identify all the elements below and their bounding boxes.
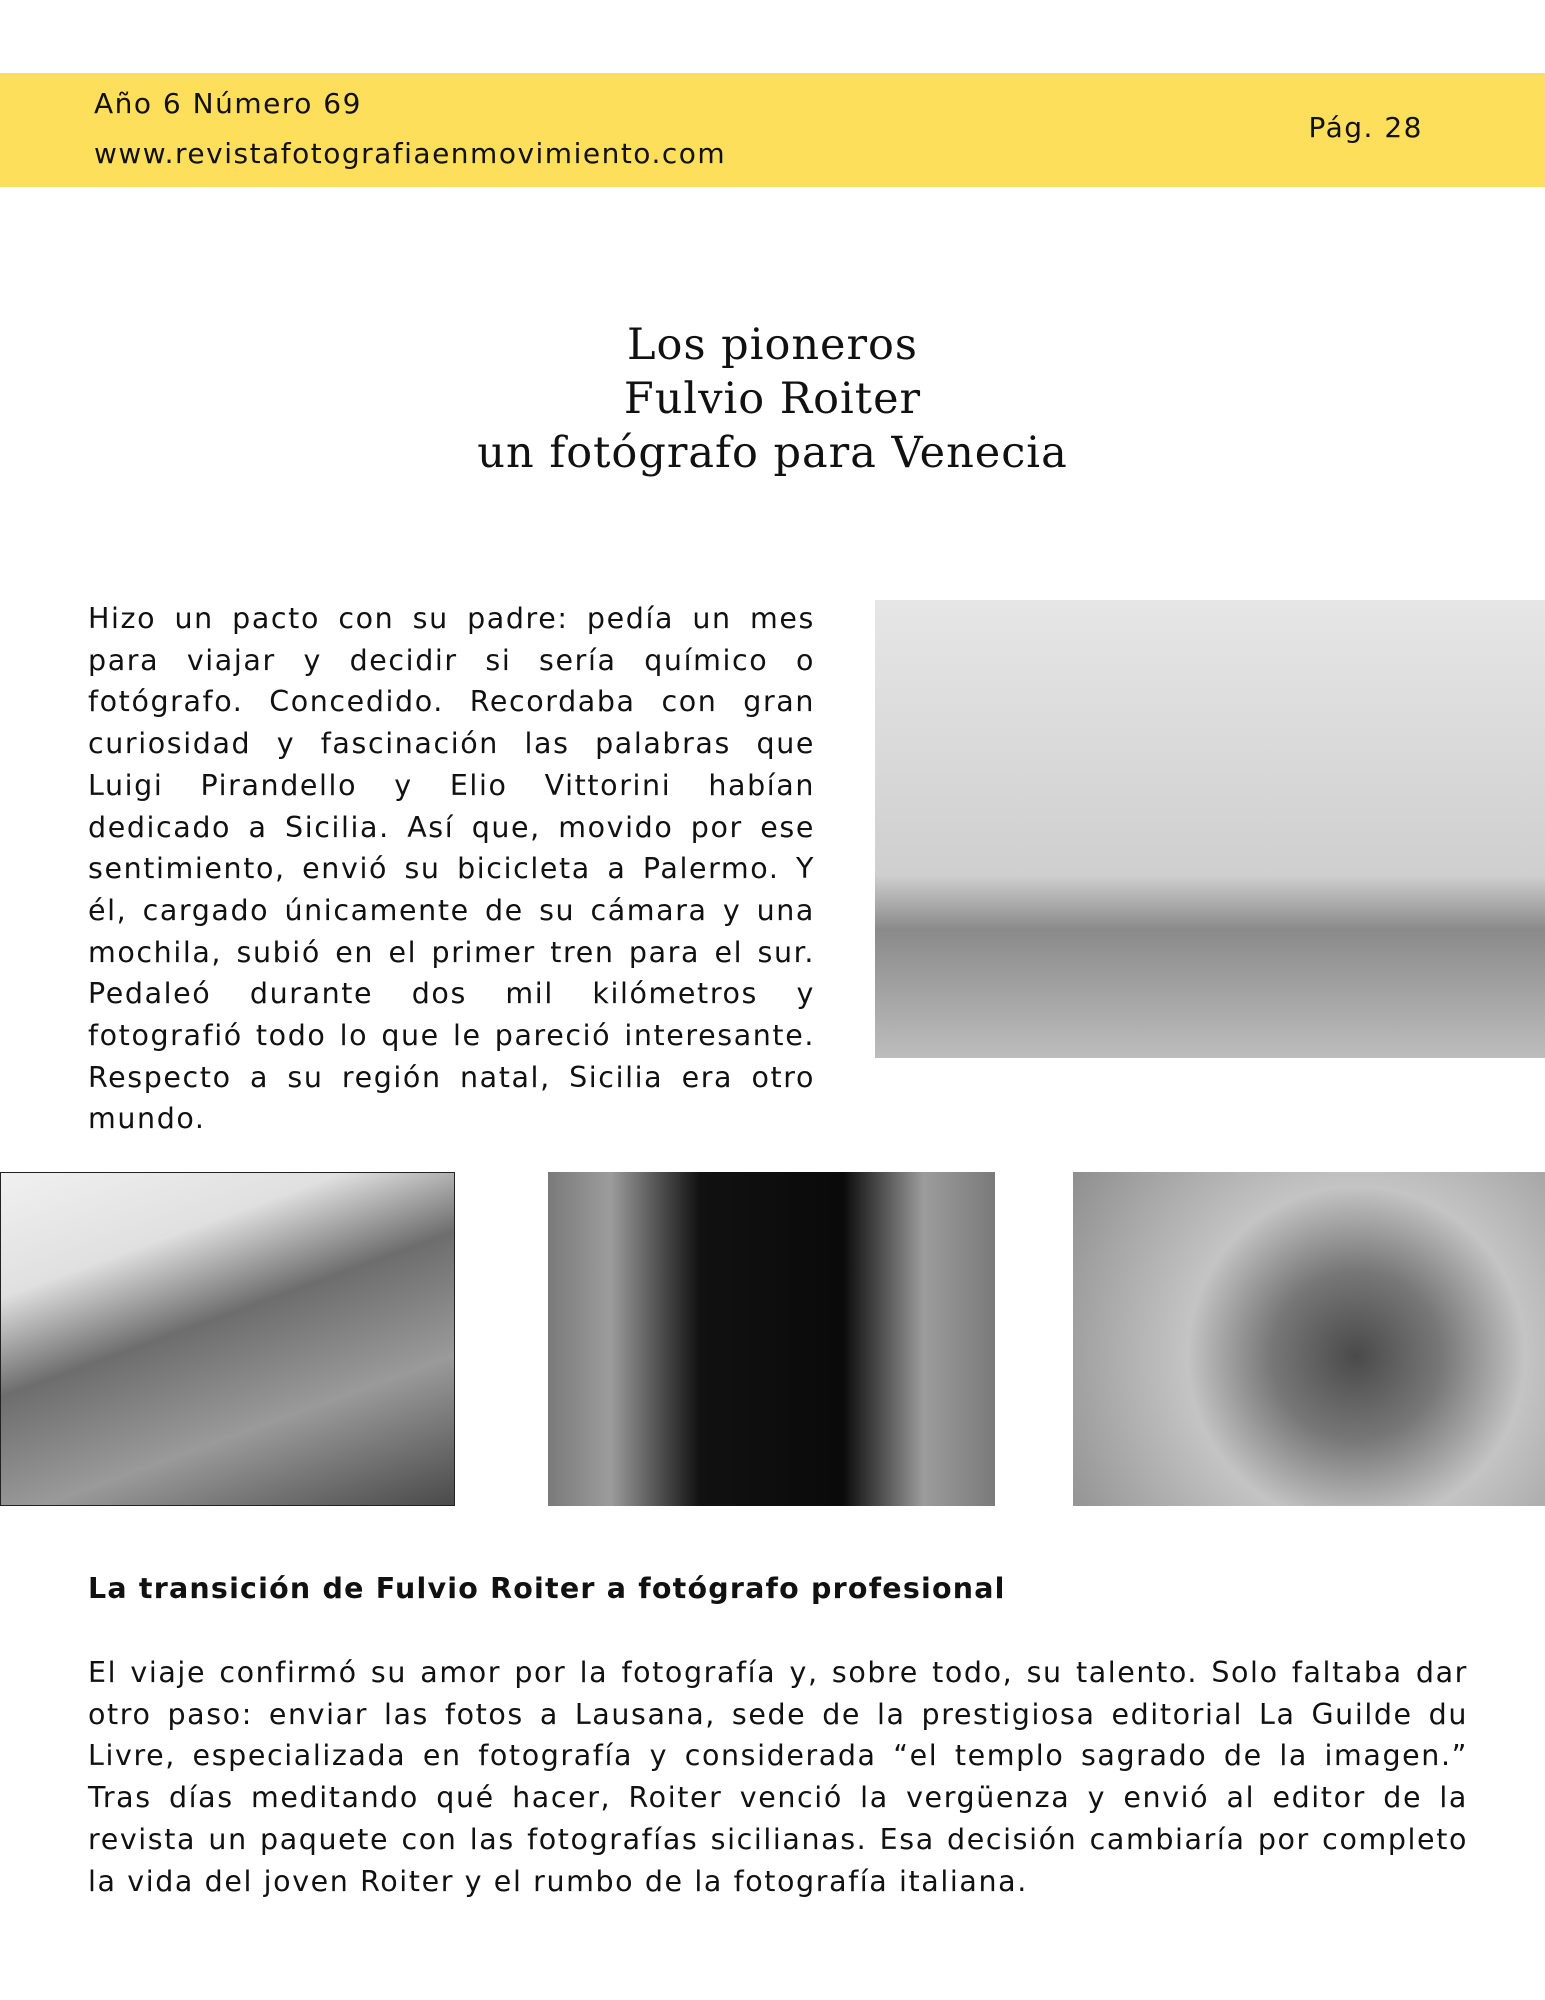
title-line-3: un fotógrafo para Venecia [477, 428, 1068, 478]
title-line-2: Fulvio Roiter [623, 374, 922, 424]
section-paragraph: El viaje confirmó su amor por la fotografía y, sobre todo, su talento. Solo faltaba dar otro paso: enviar las fotos a Lausana, sede de la prestigiosa editorial La Guilde du Livre, especializada en fotografía y considerada “el templo sagrado de la imagen.” Tras días meditando qué hacer, Roiter venció la vergüenza y envió al editor de la revista un paquete con las fotografías sicilianas. Esa decisión cambiaría por completo la vida del joven Roiter y el rumbo de la fotografía italiana. [88, 1656, 1468, 1898]
photo-venice-bridge-stairs [0, 1172, 455, 1506]
photo-woman-straw-hat [1073, 1172, 1545, 1506]
photo-cyclist-with-branches [875, 600, 1545, 1058]
article-title [0, 318, 1545, 480]
header-band [0, 73, 1545, 187]
issue-number: Año 6 Número 69 [94, 87, 362, 120]
title-line-1: Los pioneros [627, 320, 918, 370]
intro-paragraph: Hizo un pacto con su padre: pedía un mes para viajar y decidir si sería químico o fotógrafo. Concedido. Recordaba con gran curiosidad y fascinación las palabras que Luigi Pirandello y Elio Vittorini habían dedicado a Sicilia. Así que, movido por ese sentimiento, envió su bicicleta a Palermo. Y él, cargado únicamente de su cámara y una mochila, subió en el primer tren para el sur. Pedaleó durante dos mil kilómetros y fotografió todo lo que le pareció interesante. Respecto a su región natal, Sicilia era otro mundo. [88, 602, 815, 1136]
website-url: www.revistafotografiaenmovimiento.com [94, 137, 727, 170]
section-heading: La transición de Fulvio Roiter a fotógrafo profesional [88, 1572, 1006, 1605]
photo-child-at-window [548, 1172, 995, 1506]
page-number: Pág. 28 [1308, 111, 1423, 144]
